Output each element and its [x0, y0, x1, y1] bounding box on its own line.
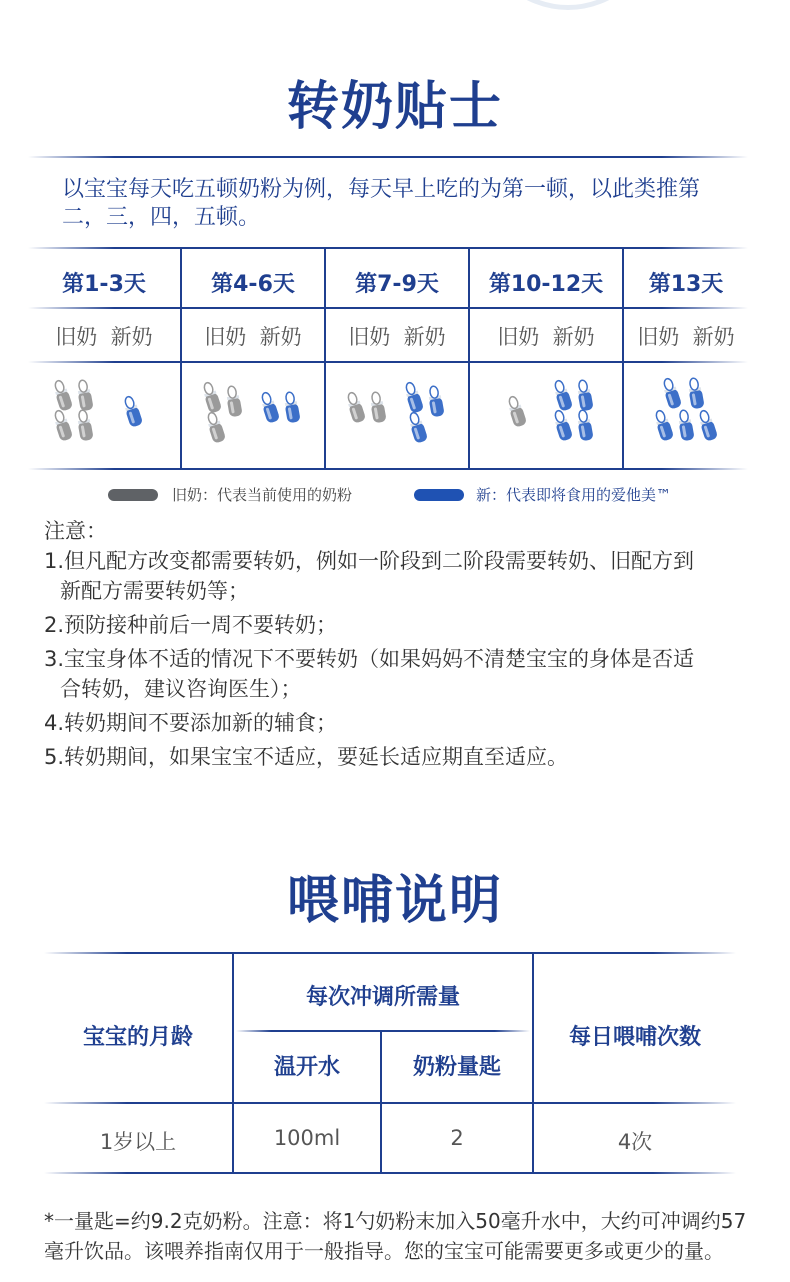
col-divider [468, 249, 470, 469]
new-label: 新奶 [259, 325, 302, 349]
bottle-icon [676, 409, 695, 442]
note-line: 2.预防接种前后一周不要转奶； [44, 613, 338, 637]
row-divider [44, 952, 736, 954]
bottle-icon [406, 411, 429, 445]
bottle-icon [402, 381, 425, 415]
legend-old-swatch [108, 489, 158, 501]
sub-labels [182, 321, 324, 351]
bottle-icon [204, 411, 227, 445]
bottle-icon [51, 379, 74, 413]
scoop-header: 奶粉量匙 [412, 1055, 501, 1080]
bottle-icon [551, 379, 574, 413]
new-label: 新奶 [692, 325, 735, 349]
note-line: 新配方需要转奶等； [60, 579, 249, 603]
new-label: 新奶 [552, 325, 595, 349]
bottle-icon [551, 409, 574, 443]
bottle-icon [426, 385, 445, 418]
old-label: 旧奶 [204, 325, 247, 349]
note-item [44, 644, 754, 704]
row-divider [28, 307, 748, 309]
note-line: 合转奶，建议咨询医生）； [60, 677, 302, 701]
water-header: 温开水 [273, 1055, 340, 1080]
bottle-icon [75, 409, 94, 442]
footnote: *一量匙=约9.2克奶粉。注意：将1勺奶粉末加入50毫升水中，大约可冲调约57毫升饮品。该喂养指南仅用于一般指导。您的宝宝可能需要更多或更少的量。 [44, 1209, 747, 1263]
age-value: 1岁以上 [99, 1130, 177, 1154]
notes [44, 516, 754, 776]
intro-text: 以宝宝每天吃五顿奶粉为例，每天早上吃的为第一顿，以此类推第二，三，四，五顿。 [62, 177, 701, 230]
sub-labels [326, 321, 468, 351]
old-label: 旧奶 [55, 325, 98, 349]
times-value: 4次 [617, 1130, 653, 1154]
row-divider [44, 1102, 736, 1104]
col-divider [532, 954, 534, 1172]
new-label: 新奶 [110, 325, 153, 349]
bottle-icon [696, 409, 719, 443]
bottle-icon [258, 391, 281, 425]
bottle-icon [75, 379, 94, 412]
note-line: 5.转奶期间，如果宝宝不适应，要延长适应期直至适应。 [44, 745, 569, 769]
row-divider [236, 1030, 530, 1032]
note-item [44, 742, 754, 772]
note-item [44, 708, 754, 738]
bottle-icon [686, 377, 705, 410]
old-label: 旧奶 [348, 325, 391, 349]
feeding-table [44, 952, 736, 1174]
note-item [44, 546, 754, 606]
bottle-icon [652, 409, 675, 443]
col-header: 第4-6天 [211, 272, 295, 297]
scoop-value: 2 [450, 1126, 464, 1150]
col-divider [324, 249, 326, 469]
bottle-icon [224, 385, 243, 418]
bottle-icon [121, 395, 144, 429]
sub-labels [624, 321, 748, 351]
col-divider [622, 249, 624, 469]
water-value: 100ml [273, 1126, 341, 1150]
age-header: 宝宝的月龄 [82, 1025, 193, 1050]
legend-new-swatch [414, 489, 464, 501]
bottle-icon [575, 379, 594, 412]
section-title-transition: 转奶贴士 [286, 77, 503, 137]
sub-labels [28, 321, 180, 351]
sub-labels [470, 321, 622, 351]
divider [28, 156, 748, 158]
note-line: 3.宝宝身体不适的情况下不要转奶（如果妈妈不清楚宝宝的身体是否适 [44, 647, 695, 671]
col-divider [232, 954, 234, 1172]
col-divider [180, 249, 182, 469]
notes-heading: 注意： [44, 519, 107, 543]
divider [28, 468, 748, 470]
per-feed-header: 每次冲调所需量 [305, 985, 460, 1010]
section-title-feeding: 喂哺说明 [286, 871, 503, 931]
col-header: 第10-12天 [488, 272, 604, 297]
note-line: 4.转奶期间不要添加新的辅食； [44, 711, 338, 735]
bottle-icon [575, 409, 594, 442]
note-line: 1.但凡配方改变都需要转奶，例如一阶段到二阶段需要转奶、旧配方到 [44, 549, 695, 573]
bottle-icon [368, 391, 387, 424]
new-label: 新奶 [403, 325, 446, 349]
legend-old-text: 旧奶：代表当前使用的奶粉 [172, 486, 353, 504]
transition-table [28, 249, 748, 471]
daily-header: 每日喂哺次数 [568, 1025, 701, 1050]
old-label: 旧奶 [497, 325, 540, 349]
legend-new-text: 新：代表即将食用的爱他美™ [476, 486, 672, 504]
col-header: 第13天 [648, 272, 724, 297]
bottle-icon [660, 377, 683, 411]
note-item [44, 610, 754, 640]
bottle-icon [51, 409, 74, 443]
col-header: 第1-3天 [62, 272, 146, 297]
bottle-icon [200, 381, 223, 415]
bottle-icon [505, 395, 528, 429]
bottle-icon [344, 391, 367, 425]
col-divider [380, 1032, 382, 1172]
col-header: 第7-9天 [355, 272, 439, 297]
old-label: 旧奶 [637, 325, 680, 349]
bottle-icon [282, 391, 301, 424]
row-divider [44, 1172, 736, 1174]
bottle-illustrations [28, 363, 748, 467]
decorative-circle [478, 0, 658, 10]
